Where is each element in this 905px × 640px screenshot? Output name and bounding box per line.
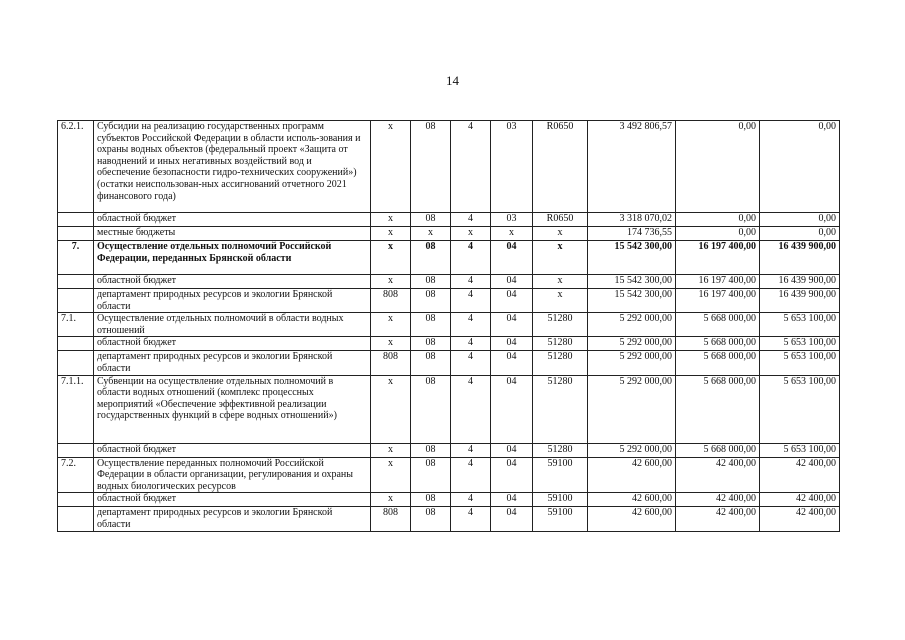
amount-year-2-cell: 16 197 400,00 xyxy=(676,289,760,313)
target-article-code-cell: 59100 xyxy=(533,457,588,493)
table-row xyxy=(58,493,840,507)
admin-code-cell: х xyxy=(371,443,411,457)
section-code-cell: 08 xyxy=(411,213,451,227)
section-code-cell: 08 xyxy=(411,289,451,313)
row-number-cell: 7.1. xyxy=(58,313,94,337)
row-name-cell: областной бюджет xyxy=(94,213,371,227)
subsection-code-cell: 4 xyxy=(451,289,491,313)
amount-year-3-cell: 16 439 900,00 xyxy=(760,241,840,275)
row-number-cell: 7.2. xyxy=(58,457,94,493)
row-number-cell xyxy=(58,289,94,313)
section-code-cell: 08 xyxy=(411,275,451,289)
amount-year-3-cell: 42 400,00 xyxy=(760,507,840,531)
amount-year-1-cell: 3 492 806,57 xyxy=(588,121,676,213)
admin-code-cell: х xyxy=(371,275,411,289)
amount-year-1-cell: 174 736,55 xyxy=(588,227,676,241)
amount-year-2-cell: 16 197 400,00 xyxy=(676,241,760,275)
admin-code-cell: х xyxy=(371,375,411,443)
table-row xyxy=(58,351,840,375)
target-article-code-cell: х xyxy=(533,227,588,241)
row-name-cell: Субсидии на реализацию государственных программ субъектов Российской Федерации в области исполь-зования и охраны водных объектов (федеральный проект «Защита от наводнений и иных негативных воздействий вод и обеспечение безопасности гидро-технических сооружений») (остатки неиспользован-ных ассигнований отчетного 2021 финансового года) xyxy=(94,121,371,213)
table-row xyxy=(58,337,840,351)
section-code-cell: 08 xyxy=(411,121,451,213)
target-article-code-cell: R0650 xyxy=(533,121,588,213)
target-article-code-cell: 51280 xyxy=(533,313,588,337)
program-code-cell: 03 xyxy=(491,213,533,227)
subsection-code-cell: 4 xyxy=(451,337,491,351)
amount-year-1-cell: 5 292 000,00 xyxy=(588,313,676,337)
subsection-code-cell: 4 xyxy=(451,493,491,507)
amount-year-2-cell: 5 668 000,00 xyxy=(676,375,760,443)
admin-code-cell: х xyxy=(371,121,411,213)
admin-code-cell: х xyxy=(371,313,411,337)
row-number-cell: 6.2.1. xyxy=(58,121,94,213)
target-article-code-cell: 59100 xyxy=(533,493,588,507)
row-number-cell xyxy=(58,337,94,351)
table-row xyxy=(58,275,840,289)
amount-year-2-cell: 5 668 000,00 xyxy=(676,351,760,375)
budget-table-body xyxy=(58,121,840,532)
amount-year-3-cell: 0,00 xyxy=(760,121,840,213)
section-code-cell: 08 xyxy=(411,493,451,507)
program-code-cell: 04 xyxy=(491,275,533,289)
program-code-cell: 04 xyxy=(491,289,533,313)
budget-table xyxy=(57,120,840,532)
amount-year-2-cell: 5 668 000,00 xyxy=(676,337,760,351)
table-row xyxy=(58,457,840,493)
table-row xyxy=(58,313,840,337)
target-article-code-cell: х xyxy=(533,241,588,275)
program-code-cell: 04 xyxy=(491,337,533,351)
section-code-cell: 08 xyxy=(411,443,451,457)
row-number-cell: 7. xyxy=(58,241,94,275)
admin-code-cell: х xyxy=(371,457,411,493)
admin-code-cell: х xyxy=(371,227,411,241)
target-article-code-cell: х xyxy=(533,289,588,313)
amount-year-3-cell: 5 653 100,00 xyxy=(760,375,840,443)
program-code-cell: х xyxy=(491,227,533,241)
table-row xyxy=(58,241,840,275)
amount-year-2-cell: 0,00 xyxy=(676,121,760,213)
amount-year-3-cell: 5 653 100,00 xyxy=(760,313,840,337)
row-number-cell xyxy=(58,213,94,227)
subsection-code-cell: 4 xyxy=(451,351,491,375)
row-name-cell: местные бюджеты xyxy=(94,227,371,241)
amount-year-3-cell: 16 439 900,00 xyxy=(760,275,840,289)
amount-year-1-cell: 15 542 300,00 xyxy=(588,241,676,275)
row-name-cell: Осуществление отдельных полномочий Российской Федерации, переданных Брянской области xyxy=(94,241,371,275)
admin-code-cell: х xyxy=(371,493,411,507)
admin-code-cell: х xyxy=(371,213,411,227)
amount-year-3-cell: 42 400,00 xyxy=(760,457,840,493)
subsection-code-cell: 4 xyxy=(451,457,491,493)
subsection-code-cell: 4 xyxy=(451,313,491,337)
row-name-cell: департамент природных ресурсов и экологии Брянской области xyxy=(94,289,371,313)
row-name-cell: областной бюджет xyxy=(94,493,371,507)
amount-year-1-cell: 15 542 300,00 xyxy=(588,289,676,313)
table-row xyxy=(58,289,840,313)
subsection-code-cell: 4 xyxy=(451,241,491,275)
row-name-cell: департамент природных ресурсов и экологии Брянской области xyxy=(94,351,371,375)
row-name-cell: областной бюджет xyxy=(94,337,371,351)
amount-year-3-cell: 16 439 900,00 xyxy=(760,289,840,313)
row-number-cell xyxy=(58,275,94,289)
subsection-code-cell: 4 xyxy=(451,121,491,213)
amount-year-1-cell: 5 292 000,00 xyxy=(588,443,676,457)
row-number-cell xyxy=(58,443,94,457)
amount-year-1-cell: 3 318 070,02 xyxy=(588,213,676,227)
section-code-cell: 08 xyxy=(411,337,451,351)
section-code-cell: 08 xyxy=(411,313,451,337)
section-code-cell: х xyxy=(411,227,451,241)
row-name-cell: областной бюджет xyxy=(94,443,371,457)
section-code-cell: 08 xyxy=(411,241,451,275)
table-row xyxy=(58,121,840,213)
amount-year-3-cell: 0,00 xyxy=(760,213,840,227)
amount-year-1-cell: 15 542 300,00 xyxy=(588,275,676,289)
amount-year-1-cell: 42 600,00 xyxy=(588,457,676,493)
table-row xyxy=(58,213,840,227)
subsection-code-cell: 4 xyxy=(451,213,491,227)
target-article-code-cell: R0650 xyxy=(533,213,588,227)
row-name-cell: Осуществление переданных полномочий Российской Федерации в области организации, регулирования и охраны водных биологических ресурсов xyxy=(94,457,371,493)
row-number-cell: 7.1.1. xyxy=(58,375,94,443)
program-code-cell: 04 xyxy=(491,493,533,507)
page-number: 14 xyxy=(446,73,459,88)
target-article-code-cell: 51280 xyxy=(533,375,588,443)
program-code-cell: 04 xyxy=(491,313,533,337)
program-code-cell: 04 xyxy=(491,457,533,493)
program-code-cell: 04 xyxy=(491,443,533,457)
amount-year-2-cell: 42 400,00 xyxy=(676,507,760,531)
admin-code-cell: х xyxy=(371,337,411,351)
amount-year-3-cell: 42 400,00 xyxy=(760,493,840,507)
section-code-cell: 08 xyxy=(411,457,451,493)
amount-year-3-cell: 5 653 100,00 xyxy=(760,443,840,457)
amount-year-2-cell: 0,00 xyxy=(676,227,760,241)
section-code-cell: 08 xyxy=(411,351,451,375)
amount-year-1-cell: 5 292 000,00 xyxy=(588,351,676,375)
row-number-cell xyxy=(58,493,94,507)
program-code-cell: 04 xyxy=(491,375,533,443)
row-name-cell: Осуществление отдельных полномочий в области водных отношений xyxy=(94,313,371,337)
amount-year-2-cell: 5 668 000,00 xyxy=(676,313,760,337)
amount-year-3-cell: 0,00 xyxy=(760,227,840,241)
subsection-code-cell: 4 xyxy=(451,507,491,531)
target-article-code-cell: х xyxy=(533,275,588,289)
row-number-cell xyxy=(58,507,94,531)
program-code-cell: 04 xyxy=(491,241,533,275)
table-row xyxy=(58,227,840,241)
subsection-code-cell: 4 xyxy=(451,443,491,457)
subsection-code-cell: 4 xyxy=(451,275,491,289)
subsection-code-cell: 4 xyxy=(451,375,491,443)
table-row xyxy=(58,443,840,457)
amount-year-2-cell: 0,00 xyxy=(676,213,760,227)
amount-year-2-cell: 42 400,00 xyxy=(676,457,760,493)
program-code-cell: 04 xyxy=(491,507,533,531)
admin-code-cell: 808 xyxy=(371,289,411,313)
table-row xyxy=(58,507,840,531)
section-code-cell: 08 xyxy=(411,507,451,531)
row-number-cell xyxy=(58,351,94,375)
table-row xyxy=(58,375,840,443)
row-name-cell: Субвенции на осуществление отдельных полномочий в области водных отношений (комплекс процессных мероприятий «Обеспечение эффективной реализации государственных функций в сфере водных отношений») xyxy=(94,375,371,443)
amount-year-1-cell: 5 292 000,00 xyxy=(588,375,676,443)
row-number-cell xyxy=(58,227,94,241)
section-code-cell: 08 xyxy=(411,375,451,443)
row-name-cell: департамент природных ресурсов и экологии Брянской области xyxy=(94,507,371,531)
amount-year-2-cell: 42 400,00 xyxy=(676,493,760,507)
amount-year-2-cell: 16 197 400,00 xyxy=(676,275,760,289)
amount-year-1-cell: 5 292 000,00 xyxy=(588,337,676,351)
admin-code-cell: х xyxy=(371,241,411,275)
admin-code-cell: 808 xyxy=(371,507,411,531)
row-name-cell: областной бюджет xyxy=(94,275,371,289)
target-article-code-cell: 51280 xyxy=(533,351,588,375)
target-article-code-cell: 51280 xyxy=(533,443,588,457)
amount-year-3-cell: 5 653 100,00 xyxy=(760,337,840,351)
amount-year-3-cell: 5 653 100,00 xyxy=(760,351,840,375)
amount-year-1-cell: 42 600,00 xyxy=(588,493,676,507)
amount-year-1-cell: 42 600,00 xyxy=(588,507,676,531)
target-article-code-cell: 59100 xyxy=(533,507,588,531)
subsection-code-cell: х xyxy=(451,227,491,241)
program-code-cell: 04 xyxy=(491,351,533,375)
amount-year-2-cell: 5 668 000,00 xyxy=(676,443,760,457)
target-article-code-cell: 51280 xyxy=(533,337,588,351)
program-code-cell: 03 xyxy=(491,121,533,213)
admin-code-cell: 808 xyxy=(371,351,411,375)
